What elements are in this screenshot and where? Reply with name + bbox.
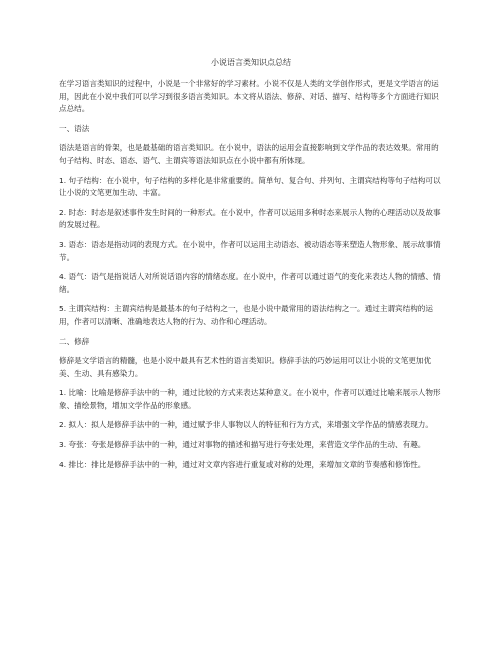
item-text: 夸张：夸张是修辞手法中的一种，通过对事物的描述和描写进行夸张处理，来营造文学作品的生动、有趣。	[68, 440, 426, 450]
item-text: 句子结构：在小说中，句子结构的多样化是非常重要的。简单句、复合句、并列句、主谓宾结构等句子结构可以让小说的文笔更加生动、丰富。	[59, 175, 441, 198]
list-item	[59, 439, 444, 452]
list-item	[59, 303, 444, 328]
section-intro-grammar: 语法是语言的骨架，也是最基础的语言类知识。在小说中，语法的运用会直接影响到文学作品的表达效果。常用的句子结构、时态、语态、语气、主谓宾等语法知识点在小说中都有所体现。	[59, 143, 439, 165]
item-text: 时态：时态是叙述事件发生时间的一种形式。在小说中，作者可以运用多种时态来展示人物的心理活动以及故事的发展过程。	[59, 207, 441, 230]
item-text: 比喻：比喻是修辞手法中的一种，通过比较的方式来表达某种意义。在小说中，作者可以通过比喻来展示人物形象、描绘景物，增加文学作品的形象感。	[59, 388, 441, 410]
item-text: 排比：排比是修辞手法中的一种，通过对文章内容进行重复或对称的处理，来增加文章的节奏感和修饰性。	[68, 459, 426, 469]
item-number: 2.	[59, 420, 67, 430]
item-number: 2.	[59, 207, 67, 217]
section-intro-rhetoric: 修辞是文学语言的精髓，也是小说中最具有艺术性的语言类知识。修辞手法的巧妙运用可以让小说的文笔更加优美、生动、具有感染力。	[59, 356, 432, 378]
intro-paragraph: 在学习语言类知识的过程中，小说是一个非常好的学习素材。小说不仅是人类的文学创作形式，更是文学语言的运用，因此在小说中我们可以学习到很多语言类知识。本文将从语法、修辞、对话、描写、结构等多个方面进行知识点总结。	[59, 79, 439, 114]
item-text: 语气：语气是指说话人对所说话语内容的情绪态度。在小说中，作者可以通过语气的变化来表达人物的情感、情绪。	[59, 272, 441, 294]
list-item	[59, 387, 444, 412]
list-item	[59, 271, 444, 296]
list-item	[59, 207, 444, 232]
item-number: 1.	[59, 388, 67, 398]
item-text: 语态：语态是指动词的表现方式。在小说中，作者可以运用主动语态、被动语态等来塑造人物形象、展示故事情节。	[59, 239, 441, 262]
section-heading-rhetoric: 二、修辞	[59, 336, 90, 346]
item-number: 3.	[59, 239, 67, 249]
item-number: 4.	[59, 272, 67, 282]
list-item	[59, 459, 444, 472]
list-item	[59, 239, 444, 264]
document-title: 小说语言类知识点总结	[211, 58, 291, 67]
item-text: 拟人：拟人是修辞手法中的一种，通过赋予非人事物以人的特征和行为方式，来增强文学作品的情感表现力。	[68, 420, 433, 430]
section-heading-grammar: 一、语法	[59, 123, 90, 133]
item-number: 4.	[59, 459, 67, 469]
list-item	[59, 419, 444, 432]
document-body	[59, 78, 444, 478]
list-item	[59, 175, 444, 200]
item-text: 主谓宾结构：主谓宾结构是最基本的句子结构之一，也是小说中最常用的语法结构之一。通过主谓宾结构的运用，作者可以清晰、准确地表达人物的行为、动作和心理活动。	[59, 304, 433, 326]
item-number: 5.	[59, 304, 67, 314]
item-number: 1.	[59, 175, 67, 185]
item-number: 3.	[59, 440, 67, 450]
